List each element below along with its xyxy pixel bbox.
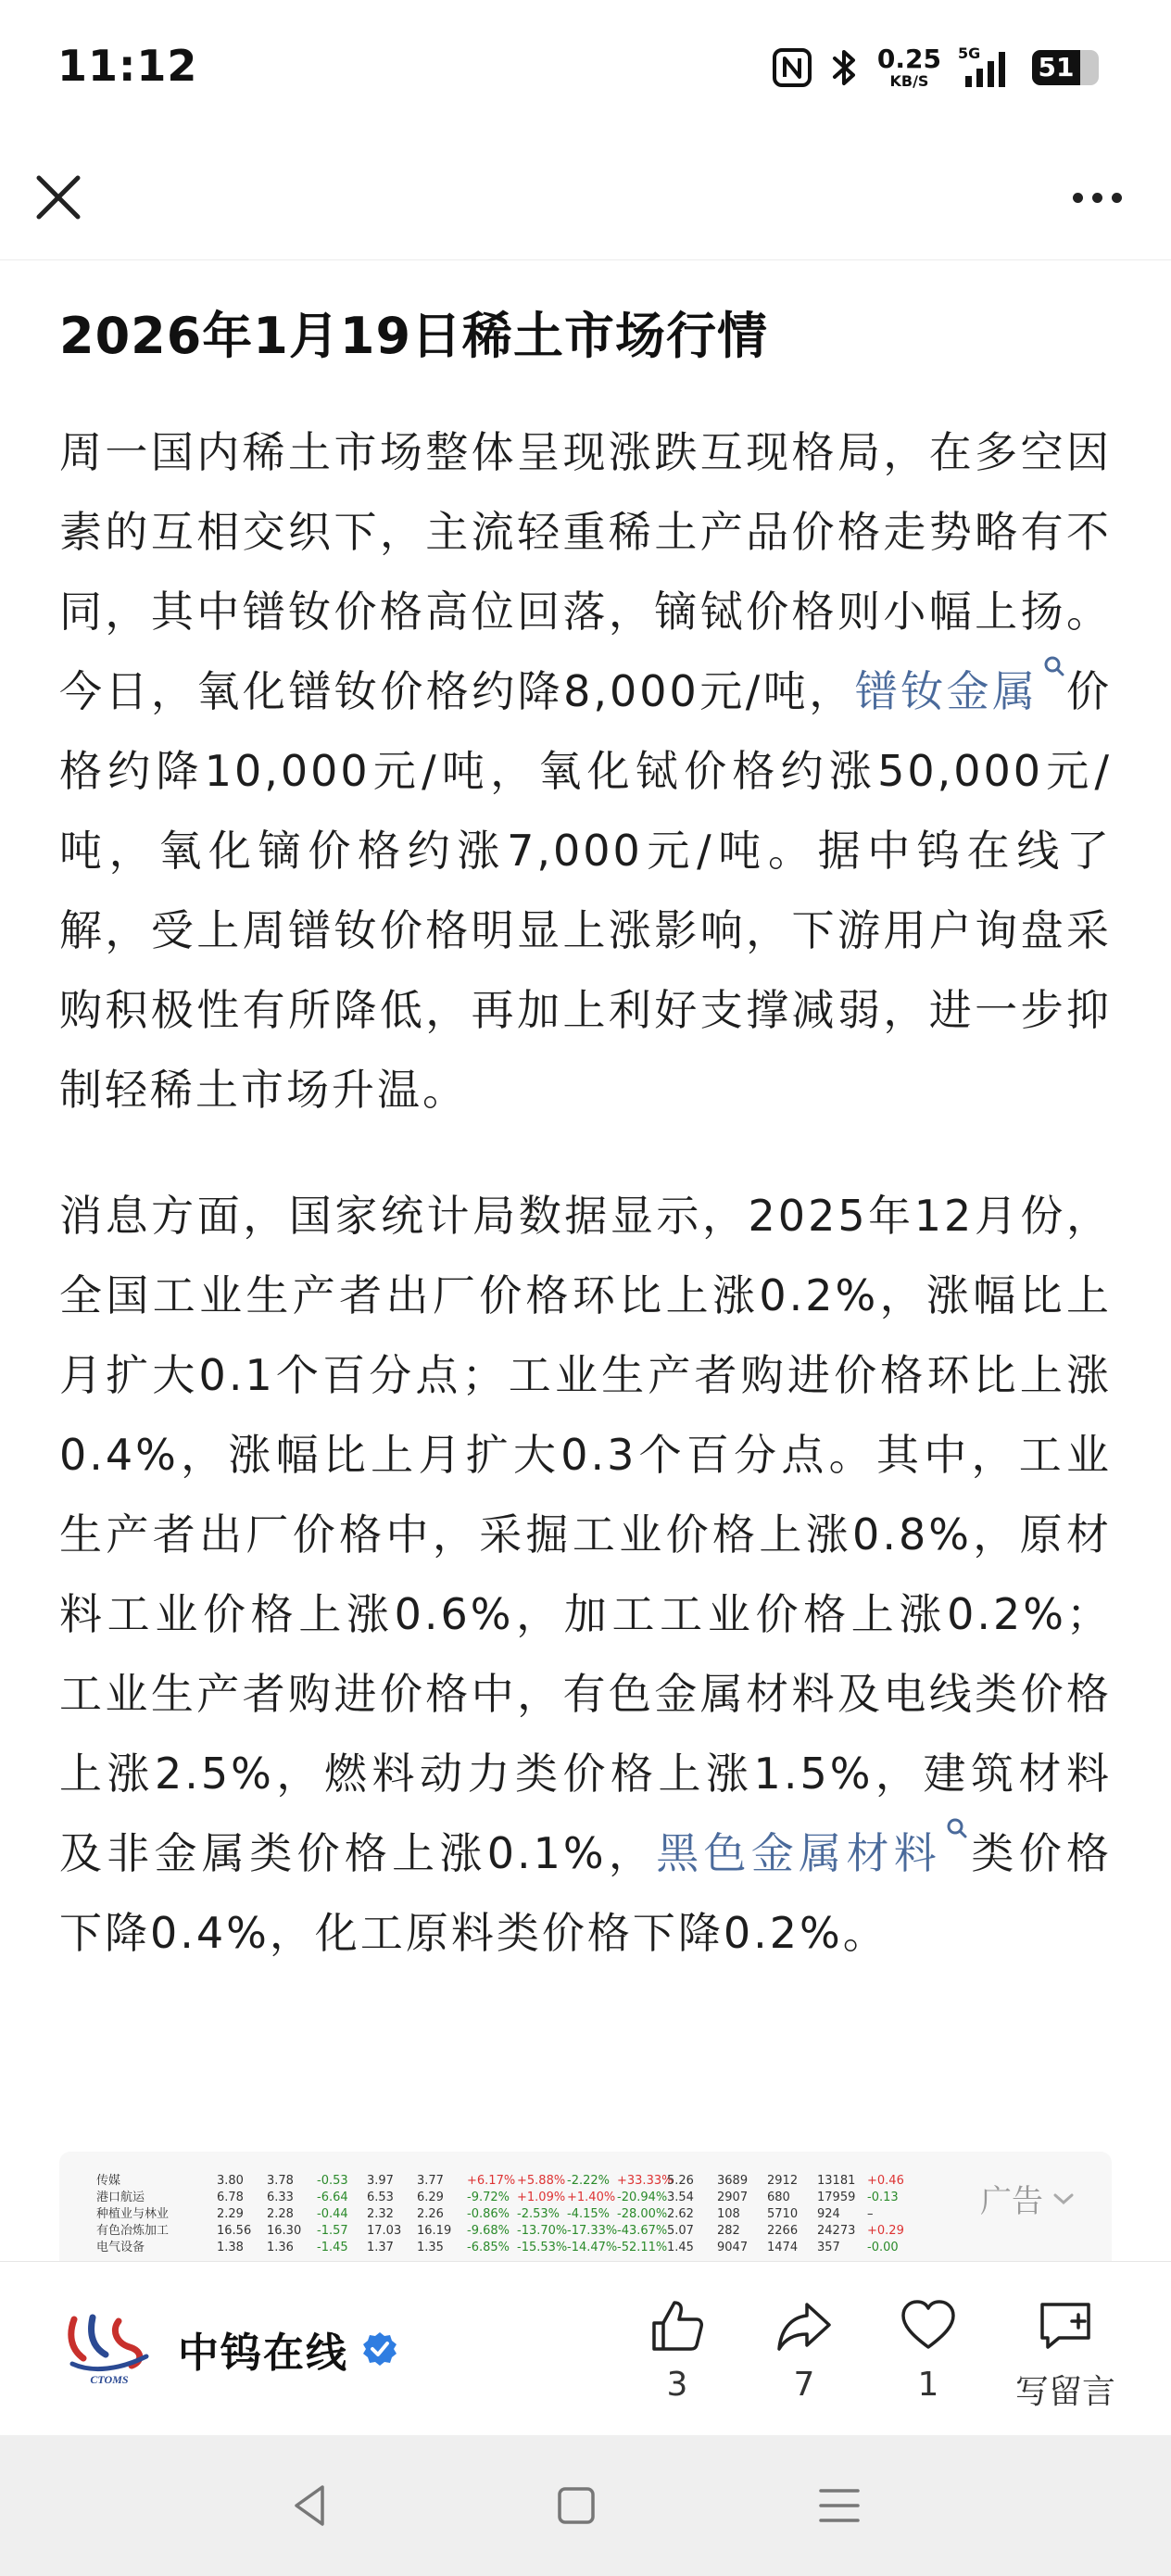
ad-table-row [96, 2241, 1023, 2257]
ad-row-cell: -6.64 [317, 2191, 348, 2204]
article-paragraph-1 [59, 412, 1112, 1130]
battery-level: 51 [1038, 52, 1075, 82]
ad-table-row [96, 2224, 1023, 2241]
write-comment-label: 写留言 [1014, 2373, 1115, 2411]
ad-row-cell: 17.03 [367, 2224, 402, 2238]
paragraph-text: 类价格下降0.4%，化工原料类价格下降0.2%。 [59, 1828, 1112, 1958]
ad-row-cell: -17.33% [567, 2224, 618, 2238]
comment-add-icon [1035, 2295, 1096, 2356]
more-icon-dot [1073, 193, 1083, 203]
ad-row-cell: 1.35 [417, 2241, 444, 2254]
brand-logo-text: CTOMS [90, 2373, 129, 2386]
heart-icon [898, 2295, 959, 2356]
ad-row-cell: 16.30 [267, 2224, 302, 2238]
like-count: 3 [666, 2366, 688, 2404]
ad-row-cell: 3.54 [667, 2191, 694, 2204]
nav-home-button[interactable] [548, 2478, 604, 2533]
ad-row-cell: 1.37 [367, 2241, 394, 2254]
ad-row-cell: 2.62 [667, 2207, 694, 2221]
ad-row-cell: -0.00 [867, 2241, 899, 2254]
ad-row-cell: -1.57 [317, 2224, 348, 2238]
ad-row-cell: 108 [717, 2207, 740, 2221]
ad-row-cell: 24273 [817, 2224, 856, 2238]
action-bar [0, 2261, 1171, 2436]
ad-row-cell: 17959 [817, 2191, 856, 2204]
status-time: 11:12 [57, 41, 198, 91]
top-nav [0, 139, 1171, 260]
ad-row-cell: 2266 [767, 2224, 799, 2238]
ad-row-cell: 2912 [767, 2174, 799, 2188]
ad-row-cell: 924 [817, 2207, 840, 2221]
ad-row-cell: 5710 [767, 2207, 799, 2221]
ad-row-name: 种植业与林业 [96, 2207, 170, 2221]
ad-row-cell: 5.26 [667, 2174, 694, 2188]
home-icon [548, 2478, 604, 2533]
network-speed-value: 0.25 [876, 44, 941, 74]
ad-row-cell: 16.56 [217, 2224, 252, 2238]
ad-table-row [96, 2191, 1023, 2207]
nfc-icon [772, 47, 812, 88]
ad-row-cell: +5.88% [517, 2174, 566, 2188]
ad-row-cell: 3.77 [417, 2174, 444, 2188]
favorite-count: 1 [917, 2366, 939, 2404]
nav-back-button[interactable] [283, 2478, 339, 2533]
article-paragraph-2 [59, 1176, 1112, 1973]
more-button[interactable] [1060, 167, 1134, 228]
ad-row-cell: 1.38 [217, 2241, 244, 2254]
ad-row-cell: 16.19 [417, 2224, 452, 2238]
like-button[interactable] [626, 2295, 728, 2404]
ad-row-cell: +6.17% [467, 2174, 516, 2188]
paragraph-text: 价格约降10,000元/吨，氧化铽价格约涨50,000元/吨，氧化镝价格约涨7,000元/吨。据中钨在线了解，受上周镨钕价格明显上涨影响，下游用户询盘采购积极性有所降低，再加上利好支撑减弱，进一步抑制轻稀土市场升温。 [59, 666, 1113, 1115]
ad-row-cell: 6.78 [217, 2191, 244, 2204]
back-icon [283, 2478, 339, 2533]
ad-table-row [96, 2207, 1023, 2224]
network-type: 5G [958, 44, 981, 62]
nav-recents-button[interactable] [812, 2478, 867, 2533]
ad-row-cell: -15.53% [517, 2241, 568, 2254]
ctoms-logo [65, 2312, 154, 2386]
keyword-link-pr-nd-metal[interactable] [855, 666, 1066, 716]
keyword-link-label: 镨钕金属 [854, 666, 1039, 716]
ad-row-cell: 357 [817, 2241, 840, 2254]
ad-row-cell: 2907 [717, 2191, 749, 2204]
ad-row-cell: +33.33% [617, 2174, 674, 2188]
account-name: 中钨在线 [178, 2330, 348, 2377]
ad-row-cell: -0.86% [467, 2207, 510, 2221]
paragraph-text: 消息方面，国家统计局数据显示，2025年12月份，全国工业生产者出厂价格环比上涨0.2%，涨幅比上月扩大0.1个百分点；工业生产者购进价格环比上涨0.4%，涨幅比上月扩大0.3个百分点。其中，工业生产者出厂价格中，采掘工业价格上涨0.8%，原材料工业价格上涨0.6%，加工工业价格上涨0.2%；工业生产者购进价格中，有色金属材料及电线类价格上涨2.5%，燃料动力类价格上涨1.5%，建筑材料及非金属类价格上涨0.1%， [59, 1191, 1112, 1878]
ad-row-cell: 3689 [717, 2174, 749, 2188]
search-icon [1042, 655, 1066, 687]
battery-icon [1032, 50, 1099, 85]
ad-row-cell: +1.40% [567, 2191, 616, 2204]
keyword-link-label: 黑色金属材料 [656, 1828, 942, 1878]
recents-icon [812, 2478, 867, 2533]
ad-row-cell: -20.94% [617, 2191, 668, 2204]
status-icons [772, 44, 1099, 91]
ad-row-name: 港口航运 [96, 2191, 145, 2204]
ad-row-cell: -4.15% [567, 2207, 610, 2221]
ad-row-cell: 680 [767, 2191, 790, 2204]
more-icon-dot [1112, 193, 1122, 203]
thumbs-up-icon [647, 2295, 708, 2356]
ad-row-cell: -9.72% [467, 2191, 510, 2204]
share-button[interactable] [753, 2295, 855, 2404]
ad-row-cell: 3.78 [267, 2174, 294, 2188]
ad-row-cell: -9.68% [467, 2224, 510, 2238]
ad-row-cell: 3.80 [217, 2174, 244, 2188]
ad-row-cell: +0.46 [867, 2174, 904, 2188]
ad-row-cell: 13181 [817, 2174, 856, 2188]
account-brand[interactable] [65, 2312, 398, 2386]
ad-row-name: 传媒 [96, 2174, 121, 2188]
close-button[interactable] [28, 167, 89, 228]
ad-row-cell: 282 [717, 2224, 740, 2238]
ad-row-cell: -43.67% [617, 2224, 668, 2238]
verified-badge-icon [361, 2330, 398, 2368]
ad-row-name: 电气设备 [96, 2241, 145, 2254]
ad-row-cell: -1.45 [317, 2241, 348, 2254]
ad-row-cell: -0.53 [317, 2174, 348, 2188]
ad-table [96, 2174, 1023, 2257]
ad-row-cell: 1.36 [267, 2241, 294, 2254]
ad-label: 广告 [980, 2183, 1043, 2220]
keyword-link-ferrous-metals[interactable] [656, 1828, 969, 1878]
ad-row-cell: -2.53% [517, 2207, 560, 2221]
bluetooth-icon [829, 46, 861, 89]
write-comment-button[interactable] [1001, 2295, 1130, 2413]
ad-row-cell: -2.22% [567, 2174, 610, 2188]
status-bar [0, 0, 1171, 139]
ad-row-cell: -14.47% [567, 2241, 618, 2254]
ad-row-cell: +1.09% [517, 2191, 566, 2204]
ad-row-cell: 2.26 [417, 2207, 444, 2221]
ad-row-cell: -6.85% [467, 2241, 510, 2254]
share-icon [774, 2295, 835, 2356]
ad-row-cell: -0.13 [867, 2191, 899, 2204]
signal-icon [958, 46, 1015, 89]
ad-banner[interactable] [59, 2152, 1112, 2261]
article [59, 297, 1112, 2019]
ad-row-cell: 3.97 [367, 2174, 394, 2188]
more-icon-dot [1092, 193, 1102, 203]
ad-row-cell: 2.32 [367, 2207, 394, 2221]
ad-row-cell: – [867, 2207, 874, 2221]
ad-row-cell: +0.29 [867, 2224, 904, 2238]
article-title: 2026年1月19日稀土市场行情 [59, 307, 769, 365]
ad-row-cell: -52.11% [617, 2241, 668, 2254]
ad-row-cell: 2.29 [217, 2207, 244, 2221]
share-count: 7 [793, 2366, 815, 2404]
ad-row-cell: 1.45 [667, 2241, 694, 2254]
ad-row-cell: 6.53 [367, 2191, 394, 2204]
search-icon [945, 1817, 969, 1849]
chevron-down-icon [1052, 2191, 1075, 2206]
favorite-button[interactable] [877, 2295, 979, 2404]
ad-row-cell: -13.70% [517, 2224, 568, 2238]
paragraph-text: 周一国内稀土市场整体呈现涨跌互现格局，在多空因素的互相交织下，主流轻重稀土产品价格走势略有不同，其中镨钕价格高位回落，镝铽价格则小幅上扬。今日，氧化镨钕价格约降8,000元/吨， [59, 427, 1112, 716]
network-speed-unit: KB/S [889, 72, 929, 90]
ad-row-cell: -0.44 [317, 2207, 348, 2221]
ad-row-cell: 2.28 [267, 2207, 294, 2221]
ad-row-cell: 6.33 [267, 2191, 294, 2204]
ad-row-cell: 1474 [767, 2241, 799, 2254]
ad-label-button[interactable] [980, 2176, 1075, 2221]
network-speed [877, 46, 941, 89]
ad-table-row [96, 2174, 1023, 2191]
ad-row-cell: -28.00% [617, 2207, 668, 2221]
ad-row-cell: 6.29 [417, 2191, 444, 2204]
ad-row-cell: 5.07 [667, 2224, 694, 2238]
ad-row-name: 有色冶炼加工 [96, 2224, 170, 2238]
system-nav-bar [0, 2435, 1171, 2576]
close-icon [28, 167, 89, 228]
ad-row-cell: 9047 [717, 2241, 749, 2254]
